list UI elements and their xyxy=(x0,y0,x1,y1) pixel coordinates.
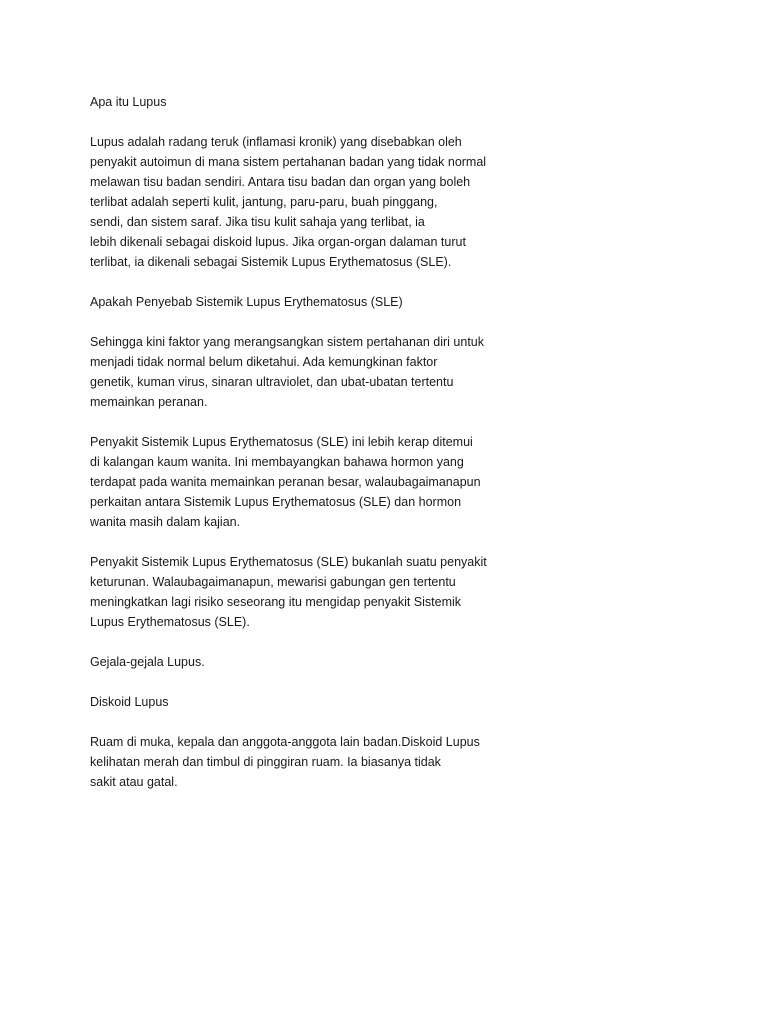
text-line: Diskoid Lupus xyxy=(90,695,169,709)
paragraph-gap xyxy=(90,712,530,732)
heading-diskoid-lupus xyxy=(90,692,530,712)
paragraph-rash xyxy=(90,732,530,792)
text-line: Lupus adalah radang teruk (inflamasi kronik) yang disebabkan oleh xyxy=(90,135,462,149)
text-line: perkaitan antara Sistemik Lupus Erythematosus (SLE) dan hormon xyxy=(90,495,462,509)
text-line: di kalangan kaum wanita. Ini membayangkan bahawa hormon yang xyxy=(90,455,464,469)
text-line: Apa itu Lupus xyxy=(90,95,167,109)
text-line: lebih dikenali sebagai diskoid lupus. Jika organ-organ dalaman turut xyxy=(90,235,466,249)
text-line: sendi, dan sistem saraf. Jika tisu kulit sahaja yang terlibat, ia xyxy=(90,215,425,229)
text-line: terdapat pada wanita memainkan peranan besar, walaubagaimanapun xyxy=(90,475,481,489)
paragraph-gap xyxy=(90,672,530,692)
text-line: genetik, kuman virus, sinaran ultraviolet, dan ubat-ubatan tertentu xyxy=(90,375,454,389)
paragraph-causes xyxy=(90,332,530,412)
paragraph-gap xyxy=(90,312,530,332)
text-line: melawan tisu badan sendiri. Antara tisu badan dan organ yang boleh xyxy=(90,175,471,189)
paragraph-gap xyxy=(90,272,530,292)
paragraph-definition xyxy=(90,132,530,272)
document-body xyxy=(90,92,530,792)
paragraph-gap xyxy=(90,112,530,132)
text-line: Sehingga kini faktor yang merangsangkan sistem pertahanan diri untuk xyxy=(90,335,484,349)
text-line: keturunan. Walaubagaimanapun, mewarisi gabungan gen tertentu xyxy=(90,575,456,589)
paragraph-gap xyxy=(90,632,530,652)
text-line: meningkatkan lagi risiko seseorang itu mengidap penyakit Sistemik xyxy=(90,595,462,609)
text-line: Penyakit Sistemik Lupus Erythematosus (SLE) ini lebih kerap ditemui xyxy=(90,435,473,449)
text-line: Lupus Erythematosus (SLE). xyxy=(90,615,250,629)
text-line: penyakit autoimun di mana sistem pertahanan badan yang tidak normal xyxy=(90,155,487,169)
heading-apa-itu-lupus xyxy=(90,92,530,112)
text-line: menjadi tidak normal belum diketahui. Ada kemungkinan faktor xyxy=(90,355,438,369)
heading-penyebab-sle xyxy=(90,292,530,312)
text-line: memainkan peranan. xyxy=(90,395,208,409)
text-line: Apakah Penyebab Sistemik Lupus Erythematosus (SLE) xyxy=(90,295,403,309)
paragraph-gap xyxy=(90,412,530,432)
paragraph-gap xyxy=(90,532,530,552)
text-line: Gejala-gejala Lupus. xyxy=(90,655,205,669)
text-line: Ruam di muka, kepala dan anggota-anggota lain badan.Diskoid Lupus xyxy=(90,735,480,749)
text-line: terlibat adalah seperti kulit, jantung, paru-paru, buah pinggang, xyxy=(90,195,438,209)
text-line: sakit atau gatal. xyxy=(90,775,178,789)
paragraph-women xyxy=(90,432,530,532)
text-line: terlibat, ia dikenali sebagai Sistemik Lupus Erythematosus (SLE). xyxy=(90,255,452,269)
text-line: wanita masih dalam kajian. xyxy=(90,515,241,529)
text-line: kelihatan merah dan timbul di pinggiran ruam. Ia biasanya tidak xyxy=(90,755,441,769)
heading-gejala-lupus xyxy=(90,652,530,672)
text-line: Penyakit Sistemik Lupus Erythematosus (SLE) bukanlah suatu penyakit xyxy=(90,555,487,569)
paragraph-heredity xyxy=(90,552,530,632)
